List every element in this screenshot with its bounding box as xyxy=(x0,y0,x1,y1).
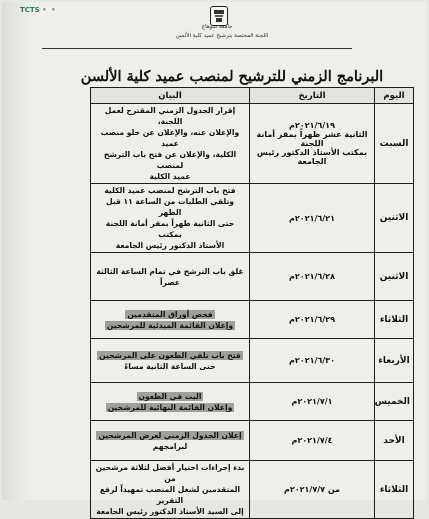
note-cell xyxy=(91,421,250,461)
note-line xyxy=(94,350,246,361)
header-divider xyxy=(42,48,352,49)
date-line: ٢٠٢١/٦/٢٨م xyxy=(289,272,335,281)
column-header-day: اليوم xyxy=(375,88,414,104)
note-line-text: الأستاذ الدكتور رئيس الجامعة xyxy=(115,241,225,250)
day-cell: الاثنين xyxy=(375,253,414,301)
note-line-text: الكلية، والإعلان عن فتح باب الترشح لمنصب xyxy=(103,150,237,170)
table-row xyxy=(91,253,414,301)
stamp-dots: • • xyxy=(42,6,57,14)
day-cell: الثلاثاء xyxy=(375,301,414,339)
note-line-text: وإعلان القائمة المبدئية للمرشحين xyxy=(106,320,234,330)
note-line xyxy=(94,309,246,320)
note-cell xyxy=(91,383,250,421)
note-line xyxy=(94,149,246,171)
note-line-text: إلى السيد الأستاذ الدكتور رئيس الجامعة xyxy=(96,507,244,516)
note-line xyxy=(94,391,246,402)
note-line-text: وإعلان القائمة النهائية للمرشحين xyxy=(107,402,233,412)
day-cell: الثلاثاء xyxy=(375,461,414,519)
table-header-row xyxy=(91,88,414,104)
note-line xyxy=(94,441,246,452)
stamp-text: TCTS xyxy=(20,6,40,14)
table-row xyxy=(91,421,414,461)
note-line xyxy=(94,320,246,331)
date-cell xyxy=(250,104,375,184)
note-line-text: فحص أوراق المتقدمين xyxy=(127,309,213,319)
university-logo-icon xyxy=(210,6,228,26)
note-line xyxy=(94,196,246,218)
note-line xyxy=(94,171,246,182)
table-row xyxy=(91,383,414,421)
day-cell: الخميس xyxy=(375,383,414,421)
date-cell xyxy=(250,184,375,253)
note-line-text: فتح باب الترشح لمنصب عميد الكلية xyxy=(104,186,236,195)
note-cell xyxy=(91,461,250,519)
date-line: ٢٠٢١/٦/١٩م xyxy=(289,121,335,130)
date-line: ٢٠٢١/٦/٣٠م xyxy=(289,356,335,365)
date-line: بمكتب الأستاذ الدكتور رئيس الجامعة xyxy=(256,148,368,166)
note-cell xyxy=(91,104,250,184)
note-line xyxy=(94,506,246,517)
date-line: ٢٠٢١/٧/١م xyxy=(291,397,333,406)
note-line xyxy=(94,105,246,127)
note-line xyxy=(94,430,246,441)
note-line-text: حتى الثانية ظهراً بمقر أمانة اللجنة بمكتب xyxy=(105,219,235,239)
note-line xyxy=(94,218,246,240)
date-line: الثانية عشر ظهراً بمقر أمانة اللجنة xyxy=(256,130,368,148)
table-row xyxy=(91,184,414,253)
day-cell: الاثنين xyxy=(375,184,414,253)
note-line xyxy=(94,462,246,484)
note-line-text: بدء إجراءات اختيار أفضل لثلاثة مرشحين من xyxy=(95,463,245,483)
university-name: جامعة سوهاج xyxy=(201,24,233,30)
column-header-note: البيان xyxy=(91,88,250,104)
note-line-text: والإعلان عنه، والإعلان عن خلو منصب عميد xyxy=(100,128,240,148)
note-line xyxy=(94,185,246,196)
document-title: البرنامج الزمني للترشيح لمنصب عميد كلية الألسن xyxy=(80,68,384,85)
note-line xyxy=(94,484,246,506)
note-line xyxy=(94,240,246,251)
note-line-text: لبرامجهم xyxy=(152,441,188,451)
schedule-table xyxy=(90,87,414,519)
note-line-text: فتح باب تلقي الطعون على المرشحين xyxy=(99,350,241,360)
date-line: ٢٠٢١/٧/٤م xyxy=(291,436,333,445)
note-line-text: وتلقي الطلبات من الساعة ١١ قبل الظهر xyxy=(105,197,235,217)
date-cell xyxy=(250,253,375,301)
date-line: ٢٠٢١/٦/٢١م xyxy=(289,213,335,223)
note-line-text: إعلان الجدول الزمني لعرض المرشحين xyxy=(98,430,242,440)
date-cell xyxy=(250,301,375,339)
note-cell xyxy=(91,184,250,253)
corner-stamp xyxy=(20,6,57,14)
page-fold-shadow xyxy=(2,2,30,500)
table-row xyxy=(91,301,414,339)
note-line-text: إقرار الجدول الزمني المقترح لعمل اللجنة، xyxy=(104,106,236,126)
day-cell: الأربعاء xyxy=(375,339,414,383)
date-cell xyxy=(250,461,375,519)
note-line xyxy=(94,266,246,288)
table-row xyxy=(91,104,414,184)
note-line xyxy=(94,361,246,372)
note-line-text: البت في الطعون xyxy=(138,391,202,401)
table-row xyxy=(91,461,414,519)
committee-name: اللجنة المختصة بترشيح عميد كلية الألسن xyxy=(175,33,269,39)
note-cell xyxy=(91,301,250,339)
table-row xyxy=(91,339,414,383)
note-cell xyxy=(91,339,250,383)
day-cell: السبت xyxy=(375,104,414,184)
note-cell xyxy=(91,253,250,301)
note-line-text: حتى الساعة الثانية مساءً xyxy=(124,361,216,371)
date-cell xyxy=(250,383,375,421)
note-line xyxy=(94,127,246,149)
date-cell xyxy=(250,339,375,383)
date-line: ٢٠٢١/٦/٢٩م xyxy=(289,315,335,324)
date-cell xyxy=(250,421,375,461)
note-line-text: غلق باب الترشح في تمام الساعة الثالثة عصراً xyxy=(96,266,244,287)
date-line: من ٢٠٢١/٧/٧م xyxy=(284,485,340,494)
note-line-text: عميد الكلية xyxy=(149,172,191,181)
day-cell: الأحد xyxy=(375,421,414,461)
column-header-date: التاريخ xyxy=(250,88,375,104)
note-line xyxy=(94,402,246,413)
note-line-text: المتقدمين لشغل المنصب تمهيداً لرفع التقرير xyxy=(99,485,241,505)
